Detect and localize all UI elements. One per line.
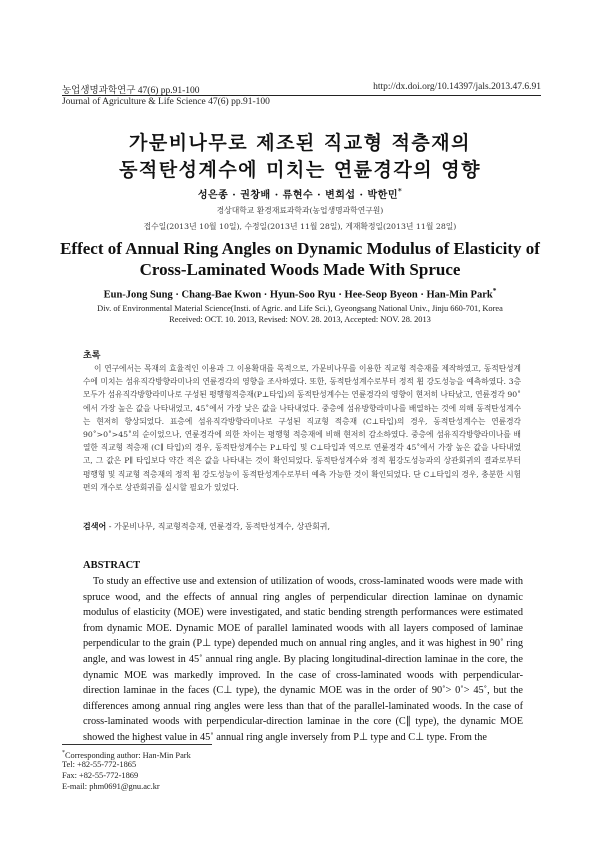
footnote-corr-text: Corresponding author: Han-Min Park (64, 750, 191, 760)
journal-kr-header: 농업생명과학연구 47(6) pp.91-100 (62, 86, 200, 96)
abstract-en-body: To study an effective use and extension of utilization of woods, cross-laminated woods were made with spruce wood, and the effects of annual ring angles of perpendicular direction laminae on dynamic modulus of elasticity (MOE) were investigated, and static bending strength performances were estimated from dynamic MOE. Dynamic MOE of parallel laminated woods with all layers composed of laminae perpendicular to the grain (P⊥ type) depended much on annual ring angles, and it was highest in 90˚ ring angle, and was lowest in 45˚ annual ring angle. By placing longitudinal-direction laminae in the core, the dynamic MOE was markedly improved. In the case of cross-laminated woods with perpendicular-direction laminae in the faces (C⊥ type), the dynamic MOE was in the order of 90˚> 0˚> 45˚, but the differences among annual ring angles were less than that of the parallel-laminated woods. In the case of cross-laminated woods with perpendicular-direction laminae in the core (C∥ type), the dynamic MOE showed the highest value in 45˚ annual ring angle inversely from P⊥ type and C⊥ type. From the (83, 576, 523, 743)
corresponding-mark-en: * (492, 286, 497, 295)
header-rule (62, 95, 541, 96)
abstract-en-heading: ABSTRACT (83, 560, 141, 571)
footnote-tel: Tel: +82-55-772-1865 (62, 760, 137, 769)
journal-en-header: Journal of Agriculture & Life Science 47(6) pp.91-100 (62, 97, 270, 107)
dates-en: Received: OCT. 10. 2013, Revised: NOV. 28. 2013, Accepted: NOV. 28. 2013 (169, 315, 431, 324)
footnote-rule (62, 744, 212, 745)
title-en-line1: Effect of Annual Ring Angles on Dynamic Modulus of Elasticity of (60, 239, 540, 258)
title-kr-line2: 동적탄성계수에 미치는 연륜경각의 영향 (119, 159, 481, 181)
footnote-email[interactable]: E-mail: phm0691@gnu.ac.kr (62, 782, 160, 791)
authors-kr (0, 186, 600, 201)
footnote-mark: * (62, 750, 65, 756)
keywords-label: 검색어 (83, 522, 107, 531)
title-kr-line1: 가문비나무로 제조된 직교형 적층재의 (128, 132, 471, 154)
keywords-kr (83, 521, 330, 532)
authors-en (0, 286, 600, 301)
doi-link[interactable]: http://dx.doi.org/10.14397/jals.2013.47.6.91 (373, 82, 541, 92)
abstract-kr-body: 이 연구에서는 목재의 효율적인 이용과 그 이용확대를 목적으로, 가문비나무를 이용한 직교형 적층재를 제작하였고, 동적탄성계수에 미치는 섬유직각방향라미나의 연륜경각의 영향을 조사하였다. 또한, 동적탄성계수로부터 정적 휨 강도성능을 예측하였다. 3층 모두가 섬유직각방향라미나로 구성된 평행형적층재(P⊥타입)의 동적탄성계수는 연륜경각의 영향이 현저히 나타났고, 연륜경각 90˚에서 가장 높은 값을 나타내었고, 45˚에서 가장 낮은 값을 나타내었다. 중층에 섬유방향라미나를 배열하는 것에 의해 동적탄성계수는 현저히 향상되었다. 표층에 섬유직각방향라미나로 구성된 직교형 적층재 (C⊥타입)의 경우, 동적탄성계수는 연륜경각 90˚>0˚>45˚의 순이었으나, 연륜경각에 의한 차이는 평행형 적층재에 비해 현저히 감소하였다. 중층에 섬유직각방향라미나를 배열한 직교형 적층재 (C∥ 타입)의 경우, 동적탄성계수는 P⊥타입 및 C⊥타입과 역으로 연륜경각 45˚에서 가장 높은 값을 나타내었고, 그 값은 P∥ 타입보다 약간 적은 값을 나타내는 것이 확인되었다. 동적탄성계수와 정적 휨강도성능과의 상관회귀의 결과로부터 평행형 및 직교형 적층재의 정적 휨 강도성능이 동적탄성계수로부터 예측 가능한 것이 확인되었다. 단 C⊥타입의 경우, 충분한 시험편의 개수로 상관회귀를 실시할 필요가 있었다. (83, 364, 521, 492)
abstract-kr-heading: 초록 (83, 351, 101, 361)
affiliation-en: Div. of Environmental Material Science(Insti. of Agric. and Life Sci.), Gyeongsang National Univ., Jinju 660-701, Korea (97, 304, 503, 313)
keywords-list: - 가문비나무, 직교형적층재, 연륜경각, 동적탄성계수, 상관회귀, (108, 522, 331, 531)
affiliation-kr: 경상대학교 환경재료과학과(농업생명과학연구원) (216, 206, 384, 215)
title-en-line2: Cross-Laminated Woods Made With Spruce (139, 260, 461, 279)
authors-kr-names: 성은종 · 권창배 · 류현수 · 변희섭 · 박한민 (197, 190, 398, 201)
footnote-fax: Fax: +82-55-772-1869 (62, 771, 139, 780)
dates-kr: 접수일(2013년 10월 10일), 수정일(2013년 11월 28일), 게재확정일(2013년 11월 28일) (143, 222, 457, 231)
corresponding-mark: * (398, 186, 403, 196)
authors-en-names: Eun-Jong Sung · Chang-Bae Kwon · Hyun-Soo Ryu · Hee-Seop Byeon · Han-Min Park (103, 289, 493, 301)
